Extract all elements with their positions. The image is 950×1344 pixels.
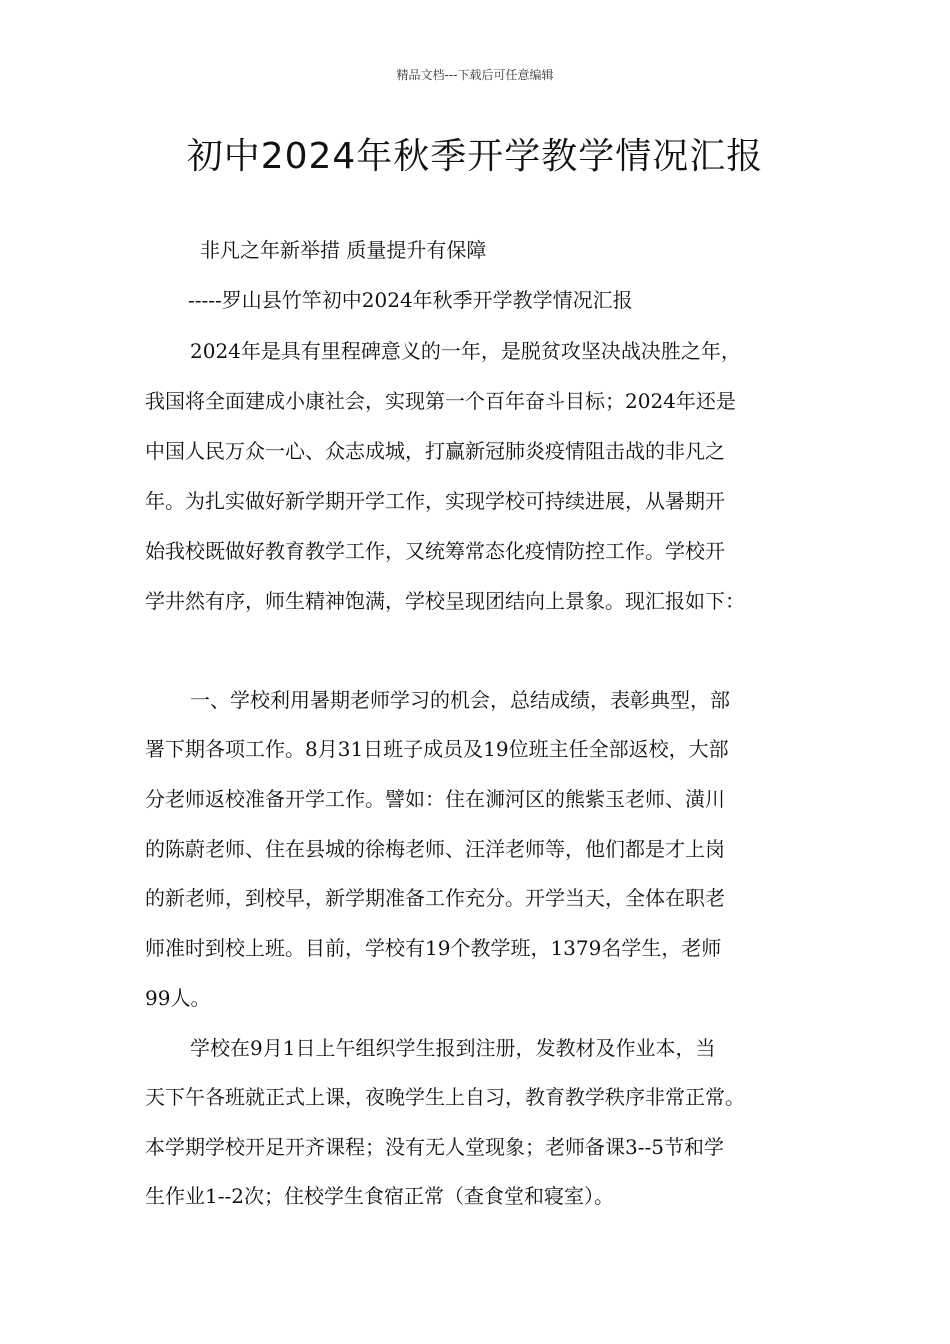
paragraph-line: 学校在9月1日上午组织学生报到注册，发教材及作业本，当 — [190, 1036, 716, 1060]
paragraph-line: 中国人民万众一心、众志成城，打赢新冠肺炎疫情阻击战的非凡之 — [145, 439, 725, 463]
paragraph-line: 2024年是具有里程碑意义的一年，是脱贫攻坚决战决胜之年， — [190, 339, 741, 363]
paragraph-line: 师准时到校上班。目前，学校有19个教学班，1379名学生，老师 — [145, 936, 722, 960]
header-note: 精品文档---下载后可任意编辑 — [396, 68, 554, 82]
paragraph-line: 我国将全面建成小康社会，实现第一个百年奋斗目标；2024年还是 — [145, 389, 736, 413]
paragraph-line: 本学期学校开足开齐课程；没有无人堂现象；老师备课3--5节和学 — [145, 1135, 724, 1159]
subtitle-line: 非凡之年新举措 质量提升有保障 — [200, 238, 487, 262]
paragraph-line: 的陈蔚老师、住在县城的徐梅老师、汪洋老师等，他们都是才上岗 — [145, 837, 725, 861]
paragraph-line: 始我校既做好教育教学工作，又统筹常态化疫情防控工作。学校开 — [145, 539, 725, 563]
paragraph-line: 一、学校利用暑期老师学习的机会，总结成绩，表彰典型，部 — [190, 688, 730, 712]
paragraph-line: 生作业1--2次；住校学生食宿正常（查食堂和寝室）。 — [145, 1184, 614, 1208]
paragraph-line: 的新老师，到校早，新学期准备工作充分。开学当天，全体在职老 — [145, 886, 725, 910]
paragraph-line: 署下期各项工作。8月31日班子成员及19位班主任全部返校，大部 — [145, 737, 729, 761]
document-title: 初中2024年秋季开学教学情况汇报 — [186, 136, 764, 177]
paragraph-line: 天下午各班就正式上课，夜晚学生上自习，教育教学秩序非常正常。 — [145, 1085, 745, 1109]
paragraph-line: 99人。 — [145, 986, 211, 1010]
subtitle-source-line: -----罗山县竹竿初中2024年秋季开学教学情况汇报 — [188, 288, 633, 312]
paragraph-line: 学井然有序，师生精神饱满，学校呈现团结向上景象。现汇报如下： — [145, 589, 745, 613]
paragraph-line: 年。为扎实做好新学期开学工作，实现学校可持续进展，从暑期开 — [145, 489, 725, 513]
paragraph-line: 分老师返校准备开学工作。譬如：住在浉河区的熊紫玉老师、潢川 — [145, 787, 725, 811]
